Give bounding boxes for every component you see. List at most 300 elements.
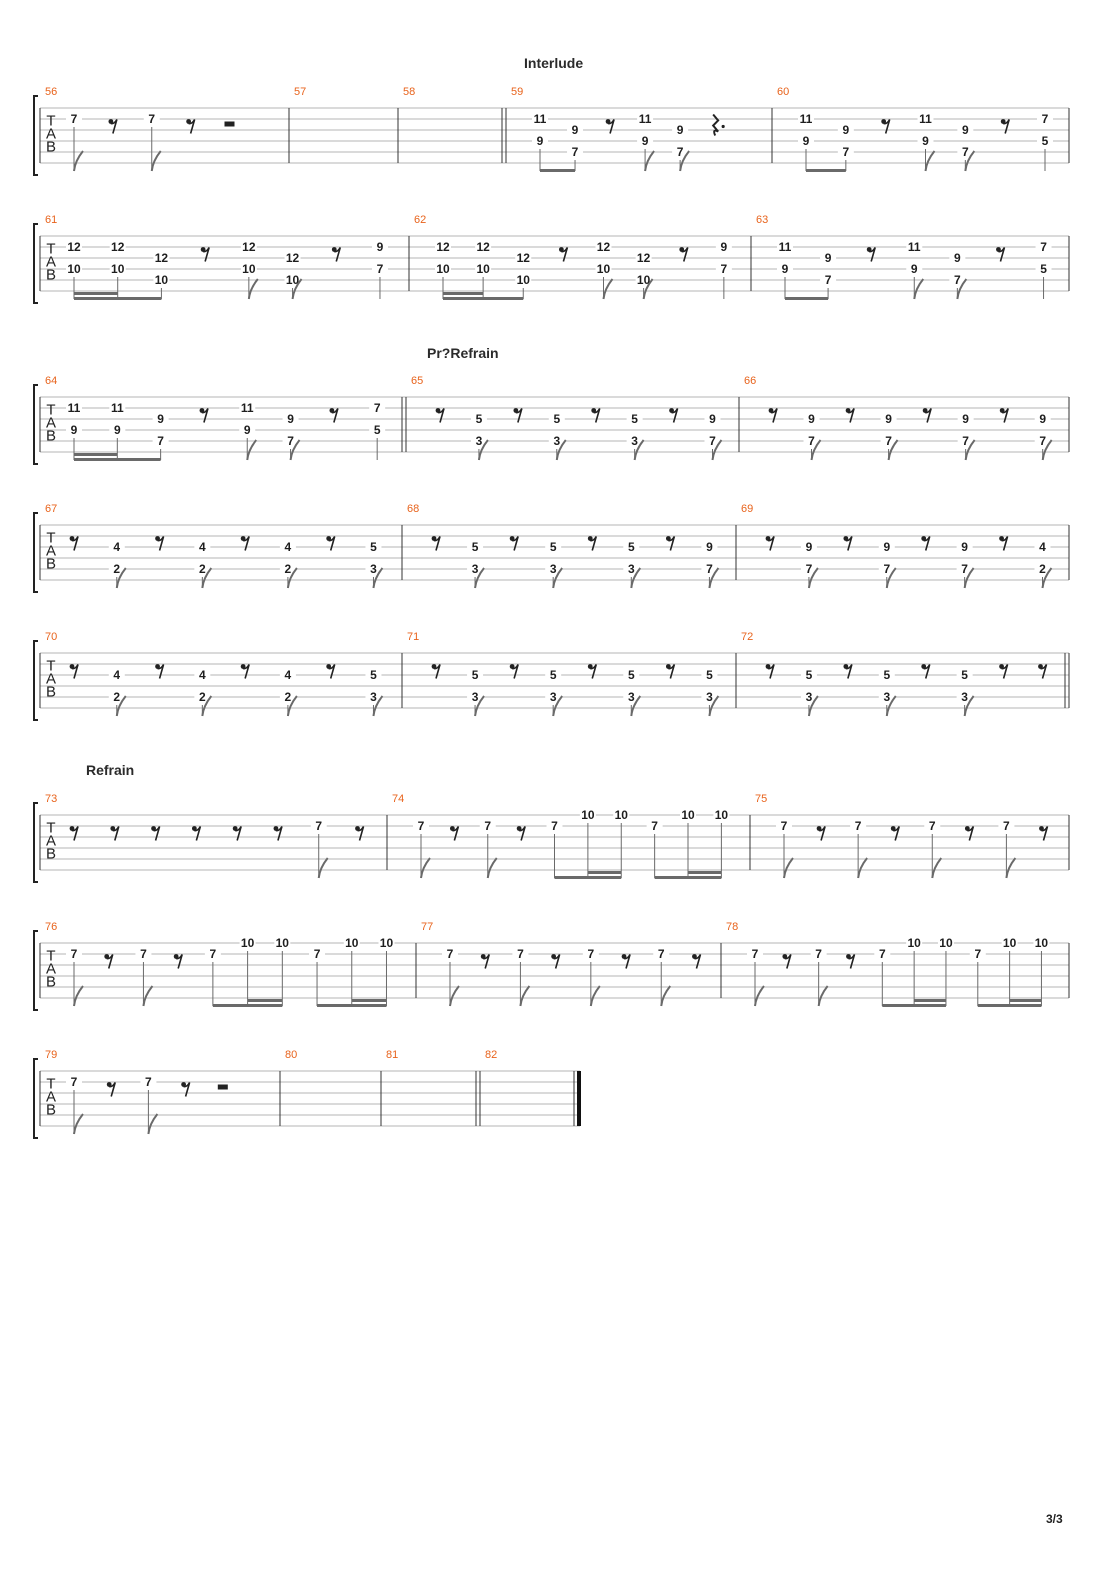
fret-number: 7 (1039, 434, 1047, 448)
note-flag (661, 986, 670, 1006)
beam (785, 297, 828, 300)
eighth-rest-icon (843, 536, 851, 550)
fret-number: 10 (242, 262, 256, 276)
fret-number: 3 (627, 690, 635, 704)
section-label-refrain: Refrain (86, 762, 135, 778)
eighth-rest-icon (891, 826, 899, 840)
fret-number: 7 (313, 947, 321, 961)
eighth-rest-icon (588, 664, 596, 678)
tab-clef-letter: B (45, 555, 57, 573)
eighth-rest-icon (551, 954, 559, 968)
eighth-rest-icon (999, 664, 1007, 678)
fret-number: 9 (805, 540, 813, 554)
fret-number: 9 (922, 134, 929, 148)
note-flag (520, 986, 529, 1006)
half-rest-icon (218, 1085, 228, 1090)
fret-number: 3 (471, 562, 479, 576)
eighth-rest-icon (1039, 826, 1047, 840)
fret-number: 7 (657, 947, 665, 961)
fret-number: 7 (1003, 819, 1010, 833)
eighth-rest-icon (843, 664, 851, 678)
eighth-rest-icon (432, 664, 440, 678)
fret-number: 10 (614, 808, 628, 822)
section-label-interlude: Interlude (524, 55, 584, 71)
fret-number: 7 (417, 819, 425, 833)
section-label-pre-refrain: Pr?Refrain (427, 345, 499, 361)
fret-number: 3 (883, 690, 891, 704)
note-flag (914, 279, 923, 299)
fret-number: 10 (240, 936, 255, 950)
fret-number: 4 (284, 540, 292, 554)
fret-number: 9 (954, 251, 961, 265)
fret-number: 5 (549, 540, 557, 554)
eighth-rest-icon (201, 247, 209, 261)
fret-number: 3 (553, 434, 561, 448)
eighth-rest-icon (332, 247, 340, 261)
measure-number: 58 (403, 86, 416, 98)
measure-number: 82 (485, 1049, 498, 1061)
fret-number: 11 (799, 112, 813, 126)
fret-number: 7 (1040, 240, 1047, 254)
fret-number: 5 (1040, 262, 1047, 276)
note-flag (249, 279, 258, 299)
system-bracket (34, 96, 38, 175)
fret-number: 11 (533, 112, 547, 126)
fret-number: 12 (242, 240, 256, 254)
half-rest-icon (224, 122, 234, 127)
note-flag (926, 151, 935, 171)
eighth-rest-icon (241, 536, 249, 550)
eighth-rest-icon (846, 408, 854, 422)
fret-number: 9 (910, 262, 918, 276)
fret-number: 10 (681, 808, 695, 822)
note-flag (858, 858, 867, 878)
fret-number: 7 (484, 819, 492, 833)
fret-number: 10 (436, 262, 450, 276)
fret-number: 12 (111, 240, 125, 254)
eighth-rest-icon (622, 954, 630, 968)
eighth-rest-icon (999, 536, 1007, 550)
eighth-rest-icon (513, 408, 521, 422)
fret-number: 7 (842, 145, 850, 159)
tab-clef-letter: T (46, 240, 56, 258)
fret-number: 10 (345, 936, 359, 950)
fret-number: 9 (802, 134, 810, 148)
fret-number: 9 (1039, 412, 1047, 426)
fret-number: 7 (962, 434, 969, 448)
note-flag (74, 1114, 83, 1134)
fret-number: 7 (1041, 112, 1049, 126)
fret-number: 7 (315, 819, 323, 833)
eighth-rest-icon (666, 536, 674, 550)
fret-number: 4 (1039, 540, 1046, 554)
fret-number: 5 (370, 540, 377, 554)
fret-number: 10 (581, 808, 595, 822)
fret-number: 7 (70, 1075, 78, 1089)
fret-number: 10 (907, 936, 921, 950)
fret-number: 11 (638, 112, 652, 126)
system-bracket (34, 803, 38, 882)
fret-number: 7 (720, 262, 728, 276)
fret-number: 3 (549, 690, 557, 704)
fret-number: 5 (631, 412, 638, 426)
fret-number: 10 (516, 273, 530, 287)
eighth-rest-icon (679, 247, 687, 261)
fret-number: 4 (198, 540, 206, 554)
tab-clef-letter: A (45, 960, 57, 978)
page-number: 3/3 (1046, 1512, 1063, 1526)
fret-number: 2 (198, 690, 206, 704)
fret-number: 12 (596, 240, 611, 254)
eighth-rest-icon (1000, 408, 1008, 422)
eighth-rest-icon (817, 826, 825, 840)
system-bracket (34, 385, 38, 464)
fret-number: 7 (854, 819, 862, 833)
fret-number: 7 (148, 112, 156, 126)
tab-clef-letter: A (45, 414, 57, 432)
fret-number: 7 (376, 262, 384, 276)
fret-number: 2 (284, 562, 292, 576)
fret-number: 10 (379, 936, 394, 950)
fret-number: 3 (805, 690, 813, 704)
eighth-rest-icon (517, 826, 525, 840)
beam (978, 1004, 1042, 1007)
measure-number: 56 (45, 86, 58, 98)
measure-number: 72 (741, 631, 754, 643)
measure-number: 73 (45, 793, 58, 805)
fret-number: 11 (778, 240, 792, 254)
fret-number: 7 (587, 947, 595, 961)
eighth-rest-icon (1001, 119, 1009, 133)
fret-number: 10 (1002, 936, 1017, 950)
fret-number: 9 (824, 251, 832, 265)
tab-clef-letter: B (45, 1101, 57, 1119)
measure-number: 63 (756, 214, 769, 226)
fret-number: 7 (751, 947, 759, 961)
measure-number: 68 (407, 503, 420, 515)
fret-number: 7 (885, 434, 892, 448)
fret-number: 12 (516, 251, 530, 265)
fret-number: 7 (145, 1075, 152, 1089)
fret-number: 5 (627, 540, 635, 554)
note-flag (247, 440, 256, 460)
fret-number: 3 (475, 434, 483, 448)
tab-clef-letter: B (45, 427, 57, 445)
measure-number: 57 (294, 86, 307, 98)
eighth-rest-icon (326, 664, 334, 678)
fret-number: 11 (240, 401, 254, 415)
note-flag (143, 986, 152, 1006)
eighth-rest-icon (591, 408, 599, 422)
eighth-rest-icon (510, 664, 518, 678)
tab-clef-letter: B (45, 845, 57, 863)
beam-secondary (248, 999, 283, 1002)
fret-number: 7 (287, 434, 294, 448)
system-bracket (34, 931, 38, 1010)
fret-number: 7 (70, 947, 78, 961)
measure-number: 64 (45, 375, 58, 387)
fret-number: 9 (706, 540, 713, 554)
measure-number: 70 (45, 631, 58, 643)
fret-number: 7 (140, 947, 147, 961)
note-flag (421, 858, 430, 878)
fret-number: 11 (67, 401, 81, 415)
fret-number: 3 (961, 690, 968, 704)
eighth-rest-icon (669, 408, 677, 422)
system-bracket (34, 224, 38, 303)
fret-number: 2 (198, 562, 206, 576)
fret-number: 9 (709, 412, 716, 426)
eighth-rest-icon (782, 954, 790, 968)
eighth-rest-icon (666, 664, 674, 678)
fret-number: 10 (275, 936, 289, 950)
eighth-rest-icon (867, 247, 875, 261)
tab-clef-letter: B (45, 973, 57, 991)
fret-number: 7 (928, 819, 936, 833)
eighth-rest-icon (766, 536, 774, 550)
fret-number: 9 (536, 134, 544, 148)
measure-number: 77 (421, 921, 434, 933)
measure-number: 80 (285, 1049, 298, 1061)
measure-number: 79 (45, 1049, 58, 1061)
fret-number: 7 (651, 819, 658, 833)
fret-number: 3 (370, 690, 377, 704)
fret-number: 10 (154, 273, 169, 287)
eighth-rest-icon (155, 664, 163, 678)
note-flag (319, 858, 328, 878)
measure-number: 81 (386, 1049, 399, 1061)
tab-clef-letter: T (46, 1075, 56, 1093)
fret-number: 3 (370, 562, 377, 576)
eighth-rest-icon (846, 954, 854, 968)
fret-number: 5 (961, 668, 968, 682)
fret-number: 9 (885, 412, 892, 426)
fret-number: 5 (553, 412, 561, 426)
fret-number: 5 (373, 423, 381, 437)
fret-number: 7 (551, 819, 558, 833)
measure-number: 71 (407, 631, 420, 643)
fret-number: 2 (113, 690, 121, 704)
fret-number: 9 (641, 134, 649, 148)
eighth-rest-icon (766, 664, 774, 678)
fret-number: 7 (446, 947, 454, 961)
fret-number: 9 (961, 540, 968, 554)
eighth-rest-icon (559, 247, 567, 261)
fret-number: 3 (631, 434, 638, 448)
fret-number: 7 (676, 145, 684, 159)
fret-number: 9 (720, 240, 728, 254)
fret-number: 5 (883, 668, 891, 682)
beam (74, 297, 161, 300)
tab-clef-letter: T (46, 657, 56, 675)
fret-number: 3 (706, 690, 713, 704)
beam (540, 169, 575, 172)
beam (213, 1004, 282, 1007)
eighth-rest-icon (996, 247, 1004, 261)
fret-number: 7 (954, 273, 961, 287)
eighth-rest-icon (692, 954, 700, 968)
measure-number: 66 (744, 375, 757, 387)
fret-number: 7 (883, 562, 891, 576)
fret-number: 5 (627, 668, 635, 682)
fret-number: 12 (476, 240, 490, 254)
fret-number: 12 (154, 251, 169, 265)
fret-number: 4 (284, 668, 292, 682)
fret-number: 3 (627, 562, 635, 576)
fret-number: 9 (376, 240, 384, 254)
fret-number: 11 (110, 401, 124, 415)
beam (317, 1004, 386, 1007)
tab-clef-letter: A (45, 542, 57, 560)
fret-number: 7 (824, 273, 832, 287)
fret-number: 9 (287, 412, 294, 426)
fret-number: 5 (475, 412, 483, 426)
fret-number: 11 (907, 240, 921, 254)
fret-number: 9 (157, 412, 164, 426)
fret-number: 5 (370, 668, 377, 682)
beam-secondary (688, 871, 721, 874)
eighth-rest-icon (192, 826, 200, 840)
fret-number: 5 (549, 668, 557, 682)
note-flag (74, 151, 83, 171)
beam (443, 297, 523, 300)
note-flag (603, 279, 612, 299)
fret-number: 7 (571, 145, 579, 159)
fret-number: 7 (974, 947, 982, 961)
fret-number: 5 (706, 668, 713, 682)
measure-number: 76 (45, 921, 58, 933)
note-flag (488, 858, 497, 878)
fret-number: 7 (805, 562, 813, 576)
beam (655, 876, 722, 879)
eighth-rest-icon (355, 826, 363, 840)
fret-number: 12 (285, 251, 300, 265)
eighth-rest-icon (107, 1082, 115, 1096)
note-flag (819, 986, 828, 1006)
eighth-rest-icon (326, 536, 334, 550)
tab-clef-letter: T (46, 401, 56, 419)
fret-number: 10 (67, 262, 81, 276)
tab-clef-letter: B (45, 138, 57, 156)
fret-number: 3 (471, 690, 479, 704)
eighth-rest-icon (174, 954, 182, 968)
note-flag (1006, 858, 1015, 878)
fret-number: 9 (808, 412, 815, 426)
beam-secondary (443, 292, 483, 295)
fret-number: 5 (471, 540, 479, 554)
system-bracket (34, 1059, 38, 1138)
beam-secondary (1010, 999, 1042, 1002)
eighth-rest-icon (70, 536, 78, 550)
eighth-rest-icon (450, 826, 458, 840)
note-flag (645, 151, 654, 171)
fret-number: 12 (67, 240, 81, 254)
fret-number: 4 (113, 668, 121, 682)
fret-number: 3 (549, 562, 557, 576)
eighth-rest-icon (241, 664, 249, 678)
eighth-rest-icon (881, 119, 889, 133)
beam (806, 169, 846, 172)
fret-number: 7 (706, 562, 713, 576)
eighth-rest-icon (965, 826, 973, 840)
note-flag (450, 986, 459, 1006)
fret-number: 12 (636, 251, 651, 265)
eighth-rest-icon (70, 826, 78, 840)
measure-number: 78 (726, 921, 739, 933)
tab-clef-letter: T (46, 947, 56, 965)
fret-number: 7 (709, 434, 716, 448)
eighth-rest-icon (769, 408, 777, 422)
tab-clef-letter: A (45, 1088, 57, 1106)
eighth-rest-icon (233, 826, 241, 840)
fret-number: 10 (714, 808, 729, 822)
fret-number: 10 (939, 936, 953, 950)
fret-number: 9 (961, 123, 969, 137)
final-barline (577, 1071, 581, 1126)
tab-clef-letter: B (45, 266, 57, 284)
beam (555, 876, 622, 879)
measure-number: 61 (45, 214, 58, 226)
measure-number: 75 (755, 793, 768, 805)
fret-number: 10 (596, 262, 611, 276)
measure-number: 62 (414, 214, 427, 226)
fret-number: 9 (113, 423, 121, 437)
tab-clef-letter: T (46, 529, 56, 547)
fret-number: 9 (842, 123, 850, 137)
measure-number: 59 (511, 86, 524, 98)
fret-number: 9 (962, 412, 969, 426)
beam (74, 458, 161, 461)
measure-number: 65 (411, 375, 424, 387)
eighth-rest-icon (481, 954, 489, 968)
tab-clef-letter: A (45, 670, 57, 688)
eighth-rest-icon (181, 1082, 189, 1096)
fret-number: 11 (919, 112, 932, 126)
fret-number: 10 (111, 262, 125, 276)
note-flag (755, 986, 764, 1006)
fret-number: 7 (209, 947, 217, 961)
fret-number: 7 (961, 145, 969, 159)
fret-number: 7 (815, 947, 822, 961)
note-flag (932, 858, 941, 878)
eighth-rest-icon (921, 536, 929, 550)
beam-secondary (588, 871, 621, 874)
fret-number: 9 (883, 540, 891, 554)
fret-number: 12 (436, 240, 450, 254)
eighth-rest-icon (200, 408, 208, 422)
measure-number: 67 (45, 503, 58, 515)
fret-number: 10 (285, 273, 300, 287)
note-flag (74, 986, 83, 1006)
tab-clef-letter: A (45, 125, 57, 143)
fret-number: 4 (198, 668, 206, 682)
eighth-rest-icon (436, 408, 444, 422)
eighth-rest-icon (108, 119, 116, 133)
beam (882, 1004, 946, 1007)
fret-number: 10 (476, 262, 490, 276)
fret-number: 2 (284, 690, 292, 704)
beam-secondary (914, 999, 946, 1002)
system-bracket (34, 641, 38, 720)
beam-secondary (74, 292, 118, 295)
note-flag (152, 151, 161, 171)
fret-number: 9 (571, 123, 579, 137)
fret-number: 7 (70, 112, 78, 126)
tab-clef-letter: T (46, 819, 56, 837)
eighth-rest-icon (510, 536, 518, 550)
quarter-rest-icon (713, 115, 725, 136)
eighth-rest-icon (432, 536, 440, 550)
